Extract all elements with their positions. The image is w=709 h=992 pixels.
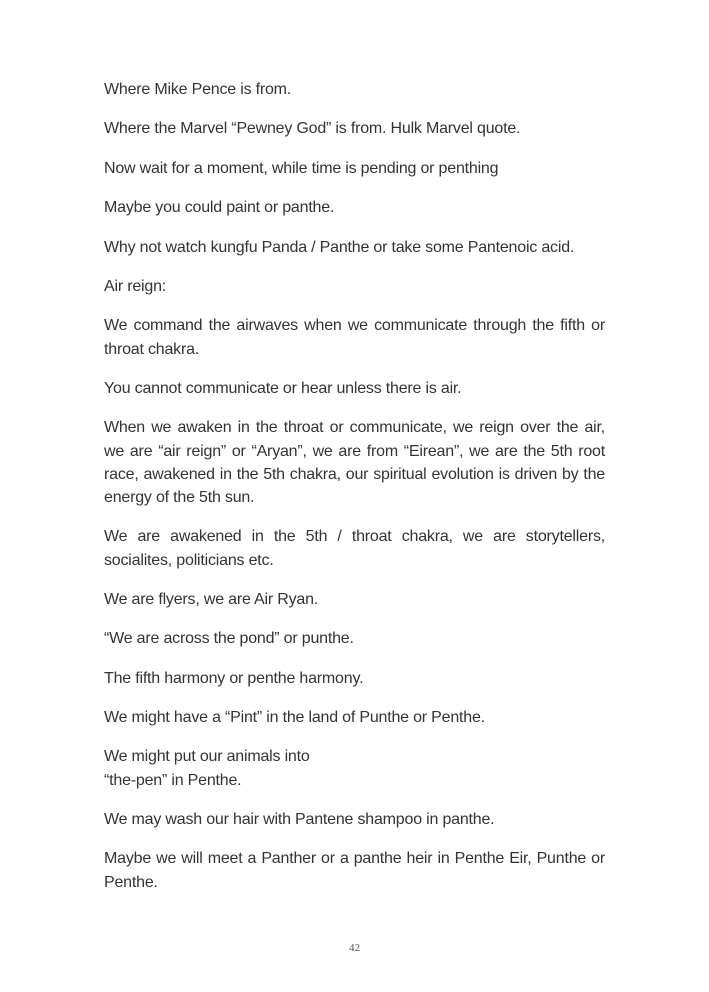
paragraph-6: Air reign:: [104, 277, 167, 295]
paragraph-11: We are flyers, we are Air Ryan.: [104, 590, 319, 608]
paragraph-12: “We are across the pond” or punthe.: [104, 630, 354, 648]
paragraph-5: Why not watch kungfu Panda / Panthe or take some Pantenoic acid.: [104, 238, 575, 256]
paragraph-10: We are awakened in the 5th / throat chakra, we are storytellers, socialites, politicians etc.: [104, 528, 605, 569]
paragraph-16: We may wash our hair with Pantene shampoo in panthe.: [104, 811, 495, 829]
paragraph-1: Where Mike Pence is from.: [104, 81, 292, 98]
paragraph-17: Maybe we will meet a Panther or a panthe heir in Penthe Eir, Punthe or Penthe.: [104, 850, 605, 891]
paragraph-3: Now wait for a moment, while time is pending or penthing: [104, 159, 499, 177]
page-number: 42: [349, 942, 360, 954]
paragraph-2: Where the Marvel “Pewney God” is from. Hulk Marvel quote.: [104, 120, 521, 138]
paragraph-9: When we awaken in the throat or communicate, we reign over the air, we are “air reign” or “Aryan”, we are from “Eirean”, we are the 5th root race, awakened in the 5th chakra, our spiritual evolution is driven by the energy of the 5th sun.: [104, 419, 605, 506]
paragraph-13: The fifth harmony or penthe harmony.: [104, 669, 364, 687]
paragraph-8: You cannot communicate or hear unless there is air.: [104, 379, 462, 397]
body-text: [104, 78, 605, 910]
paragraph-4: Maybe you could paint or panthe.: [104, 199, 335, 217]
paragraph-14: We might have a “Pint” in the land of Punthe or Penthe.: [104, 709, 485, 727]
paragraph-7: We command the airwaves when we communicate through the fifth or throat chakra.: [104, 317, 605, 358]
paragraph-15: We might put our animals into “the-pen” in Penthe.: [104, 748, 310, 789]
